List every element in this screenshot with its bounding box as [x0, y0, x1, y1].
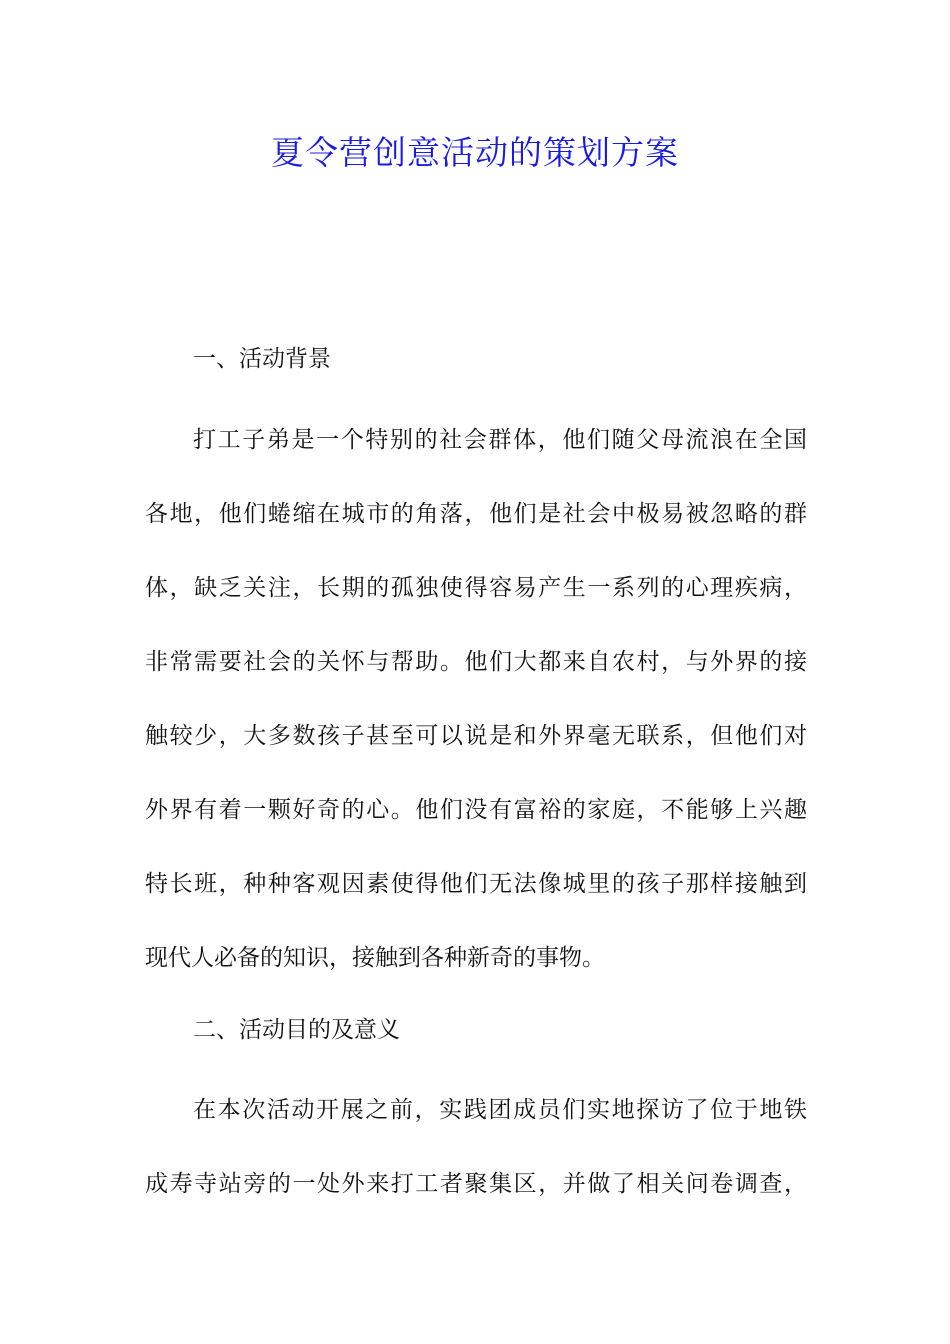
section-heading-background: 一、活动背景 [193, 346, 331, 372]
paragraph-line: 成寿寺站旁的一处外来打工者聚集区，并做了相关问卷调查， [145, 1171, 807, 1197]
paragraph-background [145, 403, 807, 995]
paragraph-line: 现代人必备的知识，接触到各种新奇的事物。 [145, 945, 605, 971]
document-title: 夏令营创意活动的策划方案 [271, 133, 679, 172]
paragraph-line: 各地，他们蜷缩在城市的角落，他们是社会中极易被忽略的群 [145, 501, 807, 527]
paragraph-line: 体，缺乏关注，长期的孤独使得容易产生一系列的心理疾病， [145, 575, 807, 601]
paragraph-line: 外界有着一颗好奇的心。他们没有富裕的家庭，不能够上兴趣 [145, 797, 807, 823]
paragraph-line: 特长班，种种客观因素使得他们无法像城里的孩子那样接触到 [145, 871, 807, 897]
paragraph-line: 打工子弟是一个特别的社会群体，他们随父母流浪在全国 [193, 427, 807, 453]
paragraph-line: 触较少，大多数孩子甚至可以说是和外界毫无联系，但他们对 [145, 723, 807, 749]
paragraph-line: 非常需要社会的关怀与帮助。他们大都来自农村，与外界的接 [145, 649, 807, 675]
paragraph-purpose [145, 1073, 807, 1221]
paragraph-line: 在本次活动开展之前，实践团成员们实地探访了位于地铁 [193, 1097, 807, 1123]
section-heading-purpose: 二、活动目的及意义 [193, 1017, 400, 1043]
